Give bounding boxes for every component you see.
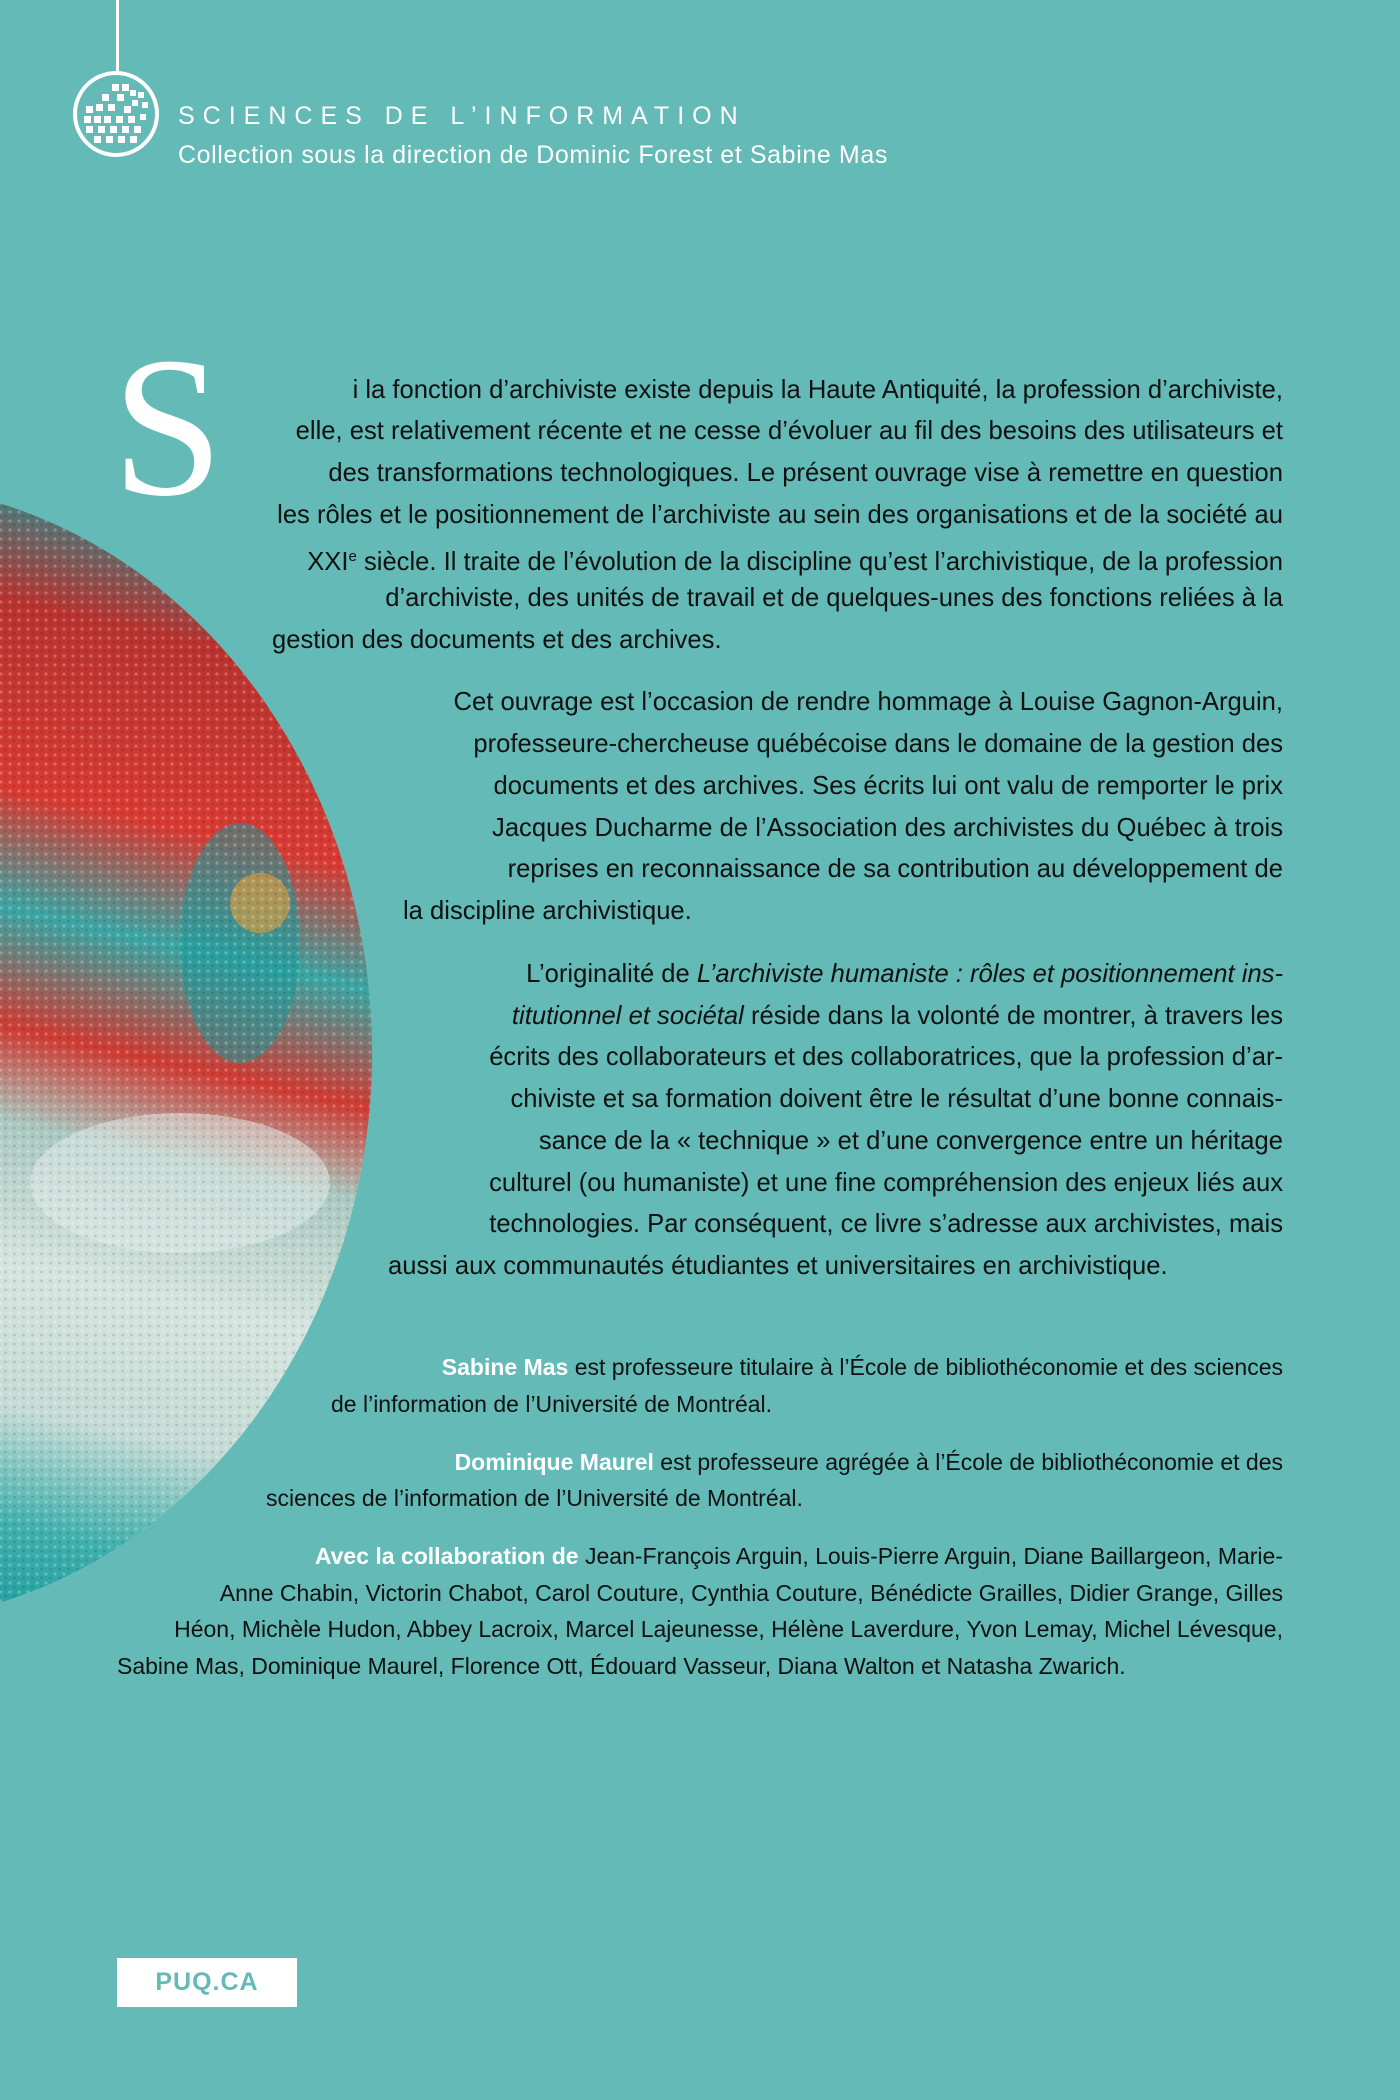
body-line: la discipline archivistique. — [403, 897, 692, 925]
body-line — [512, 1001, 1283, 1031]
body-line: les rôles et le positionnement de l’archiviste au sein des organisations et de la société au — [277, 501, 1283, 529]
author-name: Sabine Mas — [441, 1354, 569, 1380]
bio-line: sciences de l’information de l’Université de Montréal. — [266, 1485, 803, 1511]
series-title: SCIENCES DE L’INFORMATION — [178, 102, 746, 130]
publisher-url[interactable]: PUQ.CA — [117, 1958, 297, 2007]
body-line-text: L’originalité de — [526, 960, 697, 988]
bio-line: Sabine Mas, Dominique Maurel, Florence Ott, Édouard Vasseur, Diana Walton et Natasha Zwarich. — [117, 1653, 1126, 1679]
body-line: écrits des collaborateurs et des collaboratrices, que la profession d’ar- — [489, 1043, 1283, 1071]
book-title: titutionnel et sociétal — [511, 1002, 744, 1030]
body-line: Cet ouvrage est l’occasion de rendre hommage à Louise Gagnon-Arguin, — [453, 688, 1283, 716]
series-subtitle: Collection sous la direction de Dominic Forest et Sabine Mas — [178, 141, 888, 169]
bio-text: Jean-François Arguin, Louis-Pierre Arguin, Diane Baillargeon, Marie- — [578, 1543, 1283, 1569]
bio-text: est professeure titulaire à l’École de bibliothéconomie et des sciences — [568, 1354, 1283, 1380]
body-line: reprises en reconnaissance de sa contribution au développement de — [507, 855, 1283, 883]
bio-line: Héon, Michèle Hudon, Abbey Lacroix, Marcel Lajeunesse, Hélène Laverdure, Yvon Lemay, Michel Lévesque, — [174, 1616, 1283, 1642]
body-line: Jacques Ducharme de l’Association des archivistes du Québec à trois — [492, 814, 1283, 842]
hanging-line — [116, 0, 119, 72]
bio-line — [315, 1542, 1283, 1570]
century-superscript: e — [348, 548, 357, 565]
drop-cap: S — [112, 317, 224, 538]
body-line — [307, 542, 1283, 577]
bio-line — [455, 1448, 1283, 1476]
body-line: professeure-chercheuse québécoise dans le domaine de la gestion des — [473, 730, 1283, 758]
body-line: gestion des documents et des archives. — [272, 626, 722, 654]
bio-line — [442, 1353, 1283, 1381]
bio-line: Anne Chabin, Victorin Chabot, Carol Couture, Cynthia Couture, Bénédicte Grailles, Didier Grange, Gilles — [219, 1580, 1283, 1606]
body-line-text: siècle. Il traite de l’évolution de la discipline qu’est l’archivistique, de la profession — [363, 548, 1283, 576]
book-title: L’archiviste humaniste : rôles et positionnement ins- — [696, 960, 1283, 988]
century-roman: XXI — [307, 548, 349, 576]
body-line: d’archiviste, des unités de travail et de quelques-unes des fonctions reliées à la — [385, 584, 1283, 612]
body-line: des transformations technologiques. Le présent ouvrage vise à remettre en question — [328, 459, 1283, 487]
body-line: chiviste et sa formation doivent être le résultat d’une bonne connais- — [510, 1085, 1283, 1113]
bio-text: est professeure agrégée à l’École de bibliothéconomie et des — [653, 1449, 1283, 1475]
body-line-text: réside dans la volonté de montrer, à travers les — [743, 1002, 1283, 1030]
collaboration-label: Avec la collaboration de — [314, 1543, 579, 1569]
body-line: documents et des archives. Ses écrits lui ont valu de remporter le prix — [493, 772, 1283, 800]
body-line: elle, est relativement récente et ne cesse d’évoluer au fil des besoins des utilisateurs et — [295, 417, 1283, 445]
pixel-circle-logo-icon — [72, 70, 160, 158]
body-line: culturel (ou humaniste) et une fine compréhension des enjeux liés aux — [489, 1169, 1283, 1197]
author-name: Dominique Maurel — [454, 1449, 654, 1475]
body-line — [526, 959, 1283, 989]
body-line: aussi aux communautés étudiantes et universitaires en archivistique. — [388, 1252, 1168, 1280]
body-line: sance de la « technique » et d’une convergence entre un héritage — [538, 1127, 1283, 1155]
bio-line: de l’information de l’Université de Montréal. — [331, 1391, 773, 1417]
body-line: i la fonction d’archiviste existe depuis la Haute Antiquité, la profession d’archiviste, — [352, 376, 1283, 404]
body-line: technologies. Par conséquent, ce livre s’adresse aux archivistes, mais — [489, 1210, 1283, 1238]
